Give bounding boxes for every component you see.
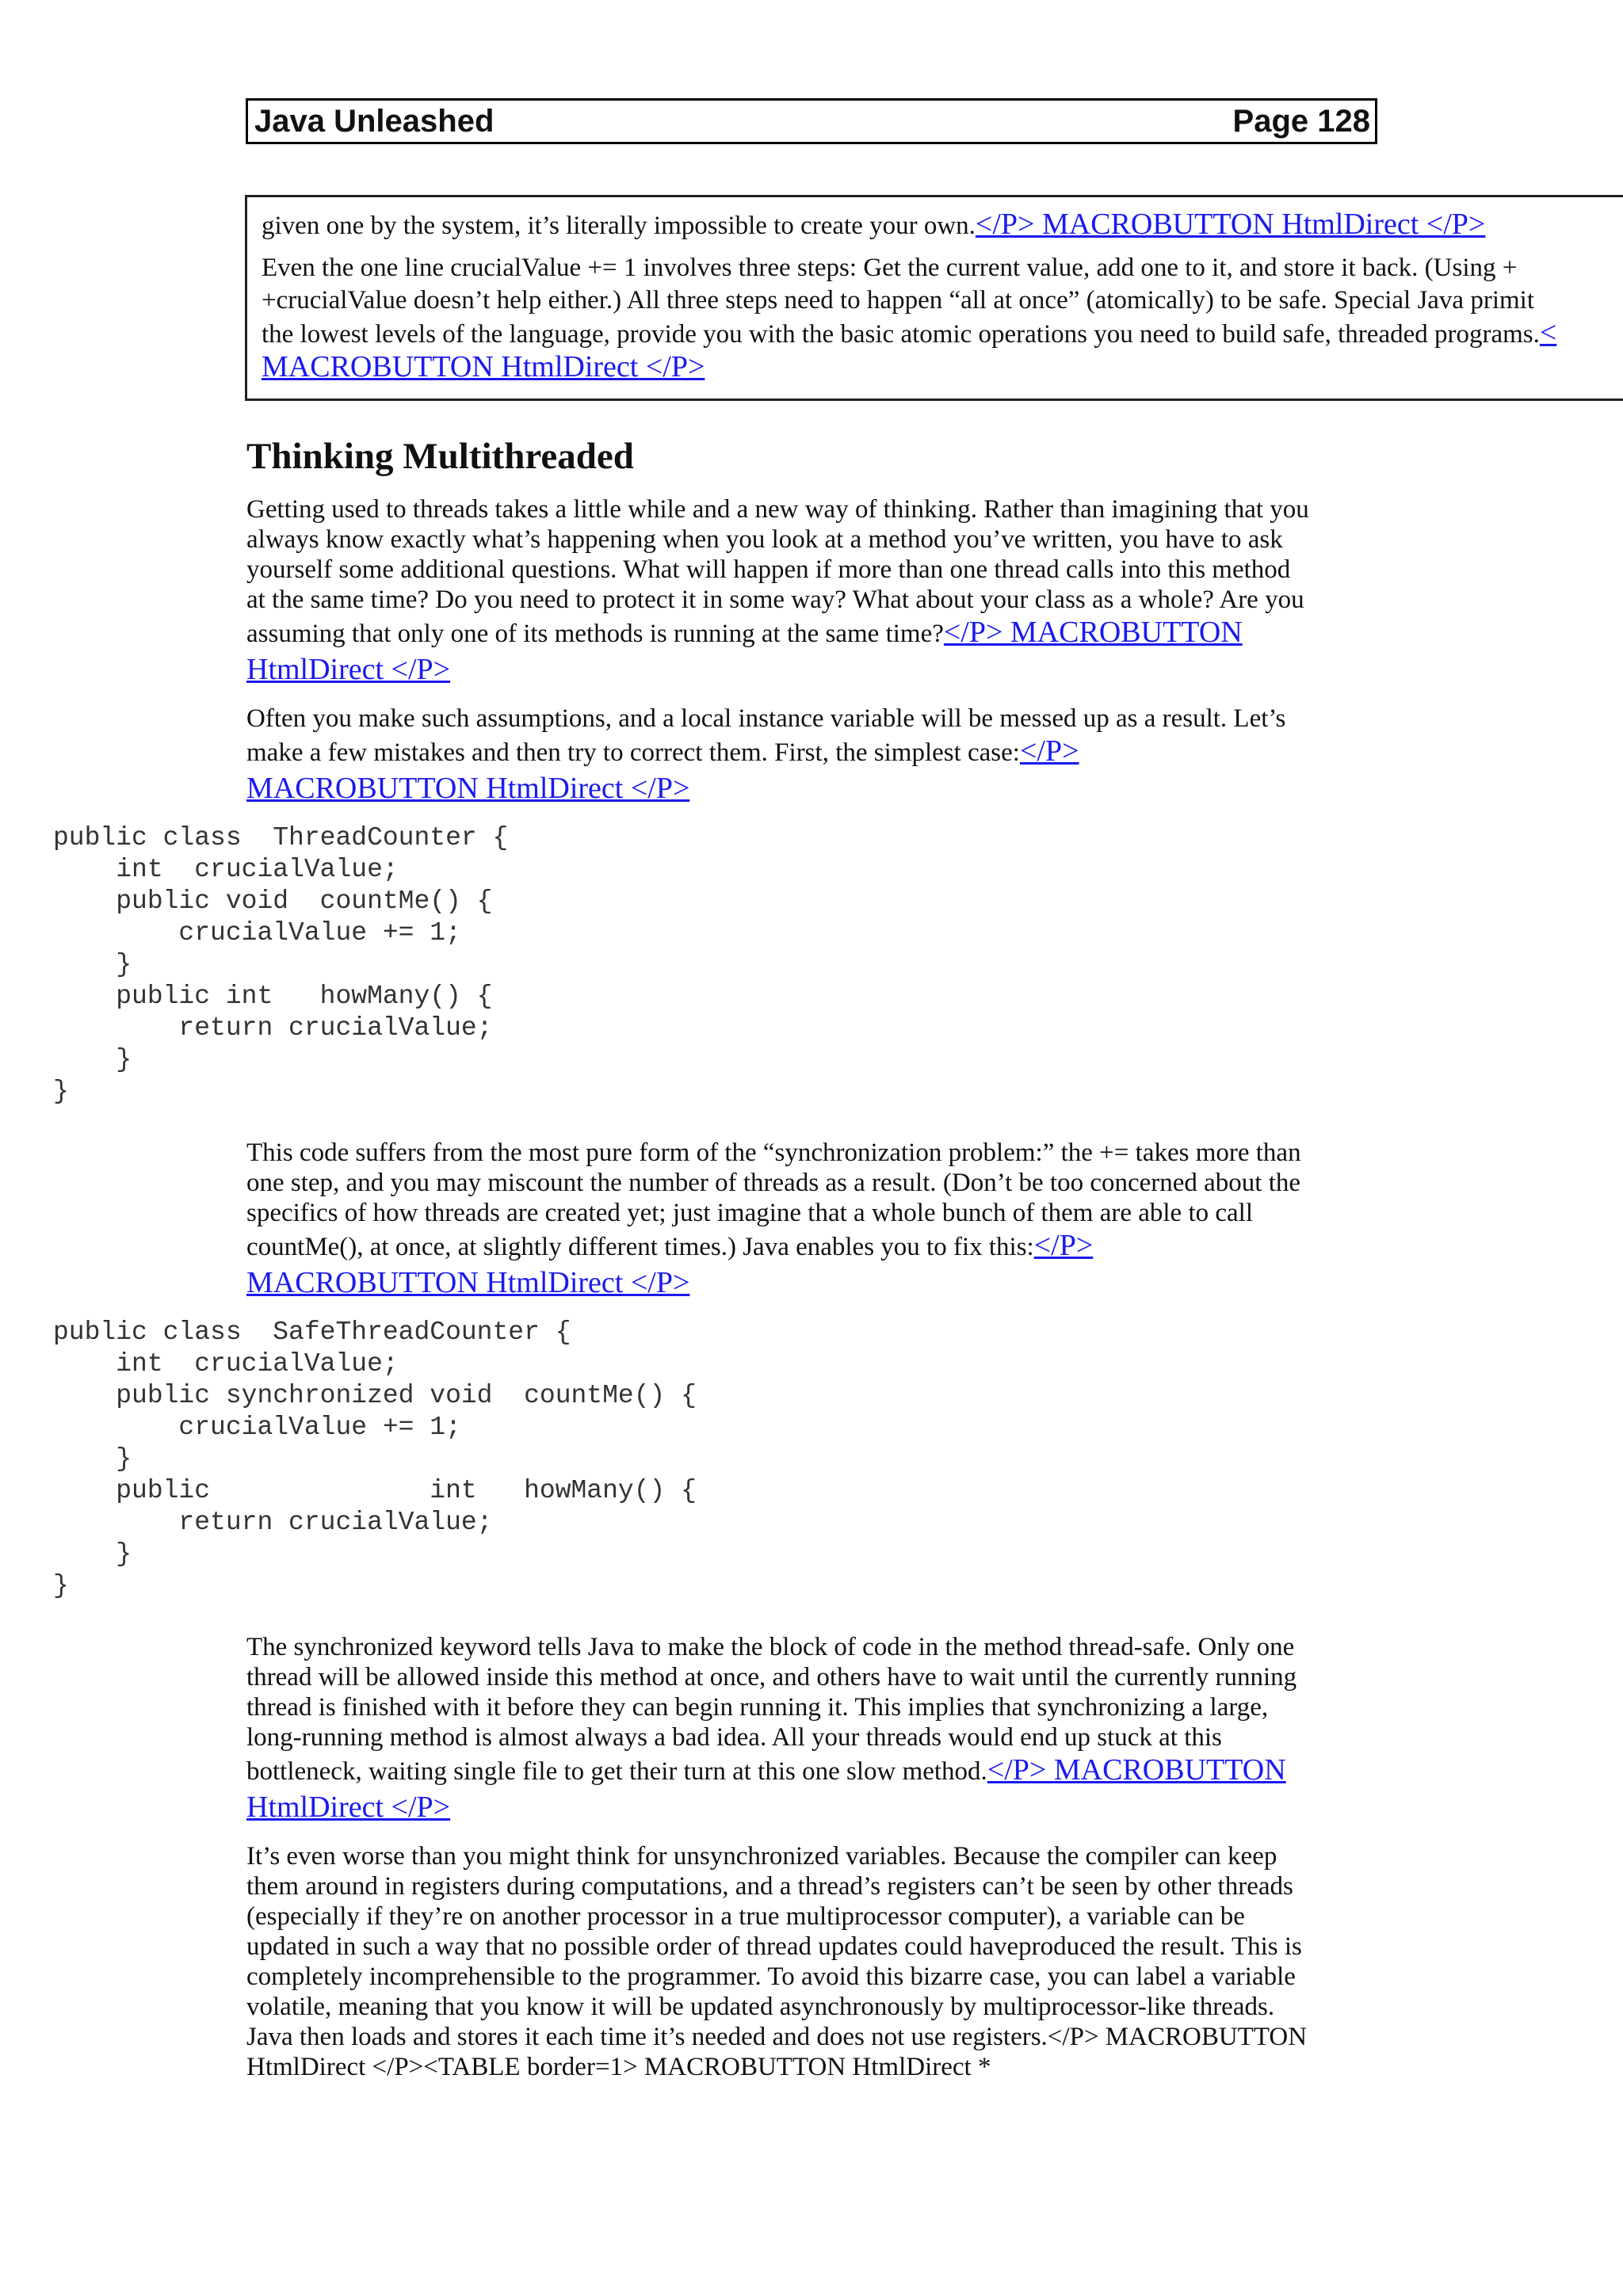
paragraph-4: The synchronized keyword tells Java to make the block of code in the method thread-safe. Only one thread will be allowed inside this method at once, and others have to wait until the currently running thread is finished with it before they can begin running it. This implies that synchronizing a large, long-running method is almost always a bad idea. All your threads would end up stuck at this bottleneck, waiting single file to get their turn at this one slow method.</P> MACROBUTTON HtmlDirect </P> (246, 1633, 1297, 1824)
page-number: Page 128 (1232, 104, 1370, 139)
book-title: Java Unleashed (254, 104, 495, 139)
paragraph-1: Getting used to threads takes a little while and a new way of thinking. Rather than imagining that you always know exactly what’s happening when you look at a method you’ve written, you have to ask yourself some additional questions. What will happen if more than one thread calls into this method at the same time? Do you need to protect it in some way? What about your class as a whole? Are you assuming that only one of its methods is running at the same time?</P> MACROBUTTON HtmlDirect </P> (246, 495, 1309, 686)
macrobutton-link-continued[interactable]: HtmlDirect </P> (246, 653, 451, 686)
note-paragraph-2: Even the one line crucialValue += 1 involves three steps: Get the current value, add one to it, and store it back. (Using + +crucialValue doesn’t help either.) All three steps need to happen “all at once” (atomically) to be safe. Special Java primit the lowest levels of the language, provide you with the basic atomic operations you need to build safe, threaded programs.< MACROBUTTON HtmlDirect </P> (262, 254, 1557, 383)
macrobutton-link-fragment[interactable]: < (1539, 316, 1557, 349)
paragraph-3: This code suffers from the most pure form of the “synchronization problem:” the += takes more than one step, and you may miscount the number of threads as a result. (Don’t be too concerned about the specifics of how threads are created yet; just imagine that a whole bunch of them are able to call countMe(), at once, at slightly different times.) Java enables you to fix this:</P> MACROBUTTON HtmlDirect </P> (246, 1138, 1301, 1299)
macrobutton-link-continued[interactable]: MACROBUTTON HtmlDirect </P> (246, 772, 690, 805)
code-listing-safe-thread-counter: public class SafeThreadCounter { int crucialValue; public synchronized void countMe() { crucialValue += 1; } public int howMany() { return crucialValue; } } (53, 1318, 697, 1600)
section-heading: Thinking Multithreaded (246, 436, 634, 477)
paragraph-2: Often you make such assumptions, and a local instance variable will be messed up as a result. Let’s make a few mistakes and then try to correct them. First, the simplest case:</P> MACROBUTTON HtmlDirect </P> (246, 704, 1286, 805)
note-box (245, 195, 1623, 401)
running-header (246, 98, 1377, 144)
macrobutton-link[interactable]: MACROBUTTON HtmlDirect </P> (262, 350, 705, 383)
paragraph-5: It’s even worse than you might think for unsynchronized variables. Because the compiler can keep them around in registers during computations, and a thread’s registers can’t be seen by other threads (especially if they’re on another processor in a true multiprocessor computer), a variable can be updated in such a way that no possible order of thread updates could haveproduced the result. This is completely incomprehensible to the programmer. To avoid this bizarre case, you can label a variable volatile, meaning that you know it will be updated asynchronously by multiprocessor-like threads. Java then loads and stores it each time it’s needed and does not use registers.</P> MACROBUTTON HtmlDirect </P><TABLE border=1> MACROBUTTON HtmlDirect * (246, 1842, 1308, 2081)
macrobutton-link[interactable]: </P> (1019, 734, 1079, 768)
code-listing-thread-counter: public class ThreadCounter { int crucialValue; public void countMe() { crucialValue += 1; } public int howMany() { return crucialValue; } } (53, 823, 509, 1106)
macrobutton-link-continued[interactable]: HtmlDirect </P> (246, 1791, 451, 1824)
macrobutton-link[interactable]: </P> MACROBUTTON (987, 1753, 1286, 1787)
macrobutton-link[interactable]: </P> MACROBUTTON HtmlDirect </P> (975, 208, 1486, 241)
macrobutton-link[interactable]: </P> (1033, 1229, 1094, 1262)
note-line-1: given one by the system, it’s literally impossible to create your own.</P> MACROBUTTON HtmlDirect </P> (262, 208, 1486, 241)
macrobutton-link-continued[interactable]: MACROBUTTON HtmlDirect </P> (246, 1266, 690, 1299)
macrobutton-link[interactable]: </P> MACROBUTTON (943, 616, 1243, 649)
